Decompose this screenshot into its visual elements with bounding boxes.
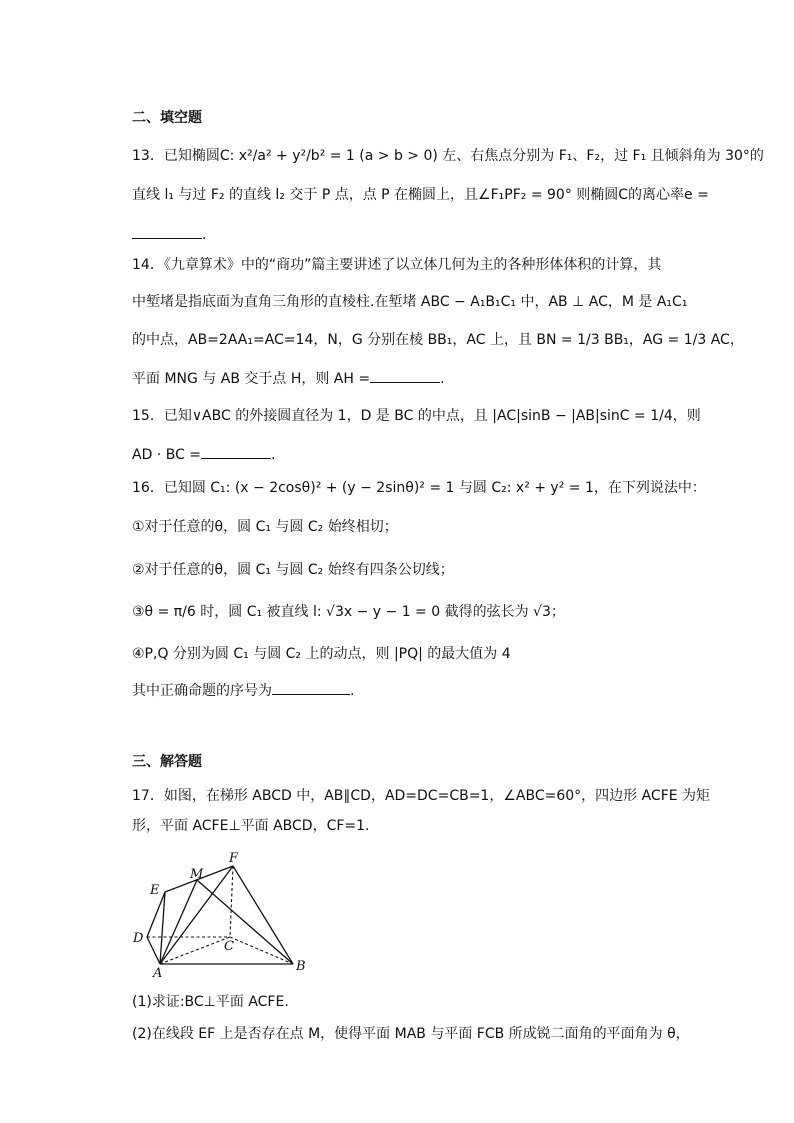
q16-answer-blank[interactable]: [272, 680, 350, 695]
q13-answer-blank[interactable]: .: [132, 224, 206, 245]
q13-line1: 13．已知椭圆C: x²/a² + y²/b² = 1 (a > b > 0) 左、右焦点分别为 F₁、F₂，过 F₁ 且倾斜角为 30°的: [132, 148, 764, 164]
edge-CB: [230, 937, 293, 964]
q15-line2-text: AD · BC =: [132, 447, 202, 463]
edge-MB: [197, 880, 293, 964]
label-D: D: [133, 931, 144, 946]
q16-option-3: ③θ = π/6 时，圆 C₁ 被直线 l: √3x − y − 1 = 0 截得的弦长为 √3；: [132, 604, 565, 620]
label-A: A: [153, 966, 163, 980]
q14-line4-text: 平面 MNG 与 AB 交于点 H，则 AH =: [132, 371, 371, 387]
section-answer-heading: 三、解答题: [132, 754, 202, 770]
edge-DA: [147, 937, 160, 964]
q14-line1: 14．《九章算术》中的“商功”篇主要讲述了以立体几何为主的各种形体体积的计算，其: [132, 257, 662, 273]
q16-option-1: ①对于任意的θ，圆 C₁ 与圆 C₂ 始终相切；: [132, 519, 398, 535]
q14-line2: 中堑堵是指底面为直角三角形的直棱柱.在堑堵 ABC − A₁B₁C₁ 中，AB ⊥ AC，M 是 A₁C₁: [132, 294, 688, 310]
label-B: B: [296, 959, 306, 974]
section-fill-blank-heading: 二、填空题: [132, 110, 202, 126]
q17-line1: 17．如图，在梯形 ABCD 中，AB∥CD，AD=DC=CB=1，∠ABC=60°，四边形 ACFE 为矩: [132, 788, 711, 804]
edge-FC: [230, 866, 233, 937]
label-C: C: [224, 939, 234, 954]
q17-part1: (1)求证:BC⊥平面 ACFE.: [132, 994, 289, 1010]
q17-part2: (2)在线段 EF 上是否存在点 M，使得平面 MAB 与平面 FCB 所成锐二面角的平面角为 θ，: [132, 1026, 690, 1042]
q16-line1: 16．已知圆 C₁: (x − 2cosθ)² + (y − 2sinθ)² = 1 与圆 C₂: x² + y² = 1，在下列说法中：: [132, 480, 706, 496]
label-M: M: [190, 867, 204, 882]
label-F: F: [229, 851, 239, 866]
edge-FB: [233, 866, 293, 964]
q16-ask-text: 其中正确命题的序号为: [132, 683, 272, 699]
q14-line4: 平面 MNG 与 AB 交于点 H，则 AH = .: [132, 368, 445, 389]
q13-line2: 直线 l₁ 与过 F₂ 的直线 l₂ 交于 P 点，点 P 在椭圆上，且∠F₁PF₂ = 90° 则椭圆C的离心率e =: [132, 187, 709, 203]
q17-geometry-figure: [130, 848, 312, 980]
q14-line3: 的中点，AB=2AA₁=AC=14，N，G 分别在棱 BB₁，AC 上，且 BN = 1/3 BB₁，AG = 1/3 AC，: [132, 332, 744, 348]
q14-answer-blank[interactable]: [370, 368, 440, 383]
q15-line1: 15．已知∨ABC 的外接圆直径为 1，D 是 BC 的中点，且 |AC|sinB − |AB|sinC = 1/4，则: [132, 408, 701, 424]
q15-line2: AD · BC = .: [132, 444, 275, 465]
label-E: E: [150, 883, 160, 898]
q16-ask: 其中正确命题的序号为 .: [132, 680, 354, 701]
q17-line2: 形，平面 ACFE⊥平面 ABCD，CF=1.: [132, 818, 370, 834]
q16-option-2: ②对于任意的θ，圆 C₁ 与圆 C₂ 始终有四条公切线；: [132, 562, 454, 578]
q15-answer-blank[interactable]: [201, 444, 271, 459]
q16-option-4: ④P,Q 分别为圆 C₁ 与圆 C₂ 上的动点，则 |PQ| 的最大值为 4: [132, 646, 511, 662]
